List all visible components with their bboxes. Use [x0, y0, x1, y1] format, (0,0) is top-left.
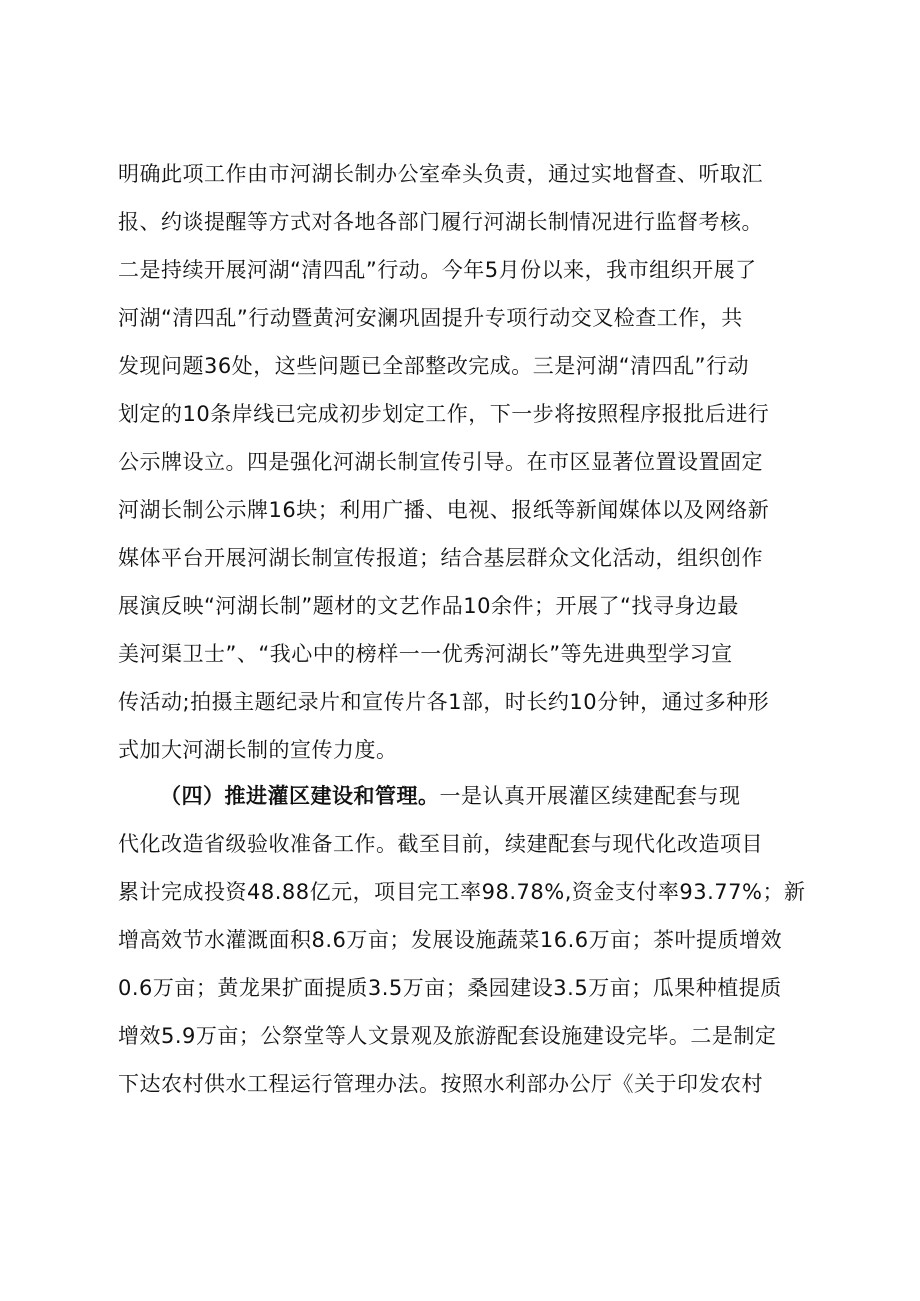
text-line: 划定的10条岸线已完成初步划定工作，下一步将按照程序报批后进行 [118, 402, 770, 426]
text-line: 二是持续开展河湖“清四乱”行动。今年5月份以来，我市组织开展了 [118, 258, 757, 282]
text-line: 累计完成投资48.88亿元，项目完工率98.78%,资金支付率93.77%；新 [118, 880, 806, 904]
section-heading: （四）推进灌区建设和管理。 [160, 784, 440, 808]
text-line: 媒体平台开展河湖长制宣传报道；结合基层群众文化活动，组织创作 [118, 546, 763, 570]
text-line: 增高效节水灌溉面积8.6万亩；发展设施蔬菜16.6万亩；茶叶提质增效 [118, 928, 783, 952]
text-span: 一是认真开展灌区续建配套与现 [439, 784, 741, 808]
text-line: 增效5.9万亩；公祭堂等人文景观及旅游配套设施建设完毕。二是制定 [118, 1024, 777, 1048]
text-line [160, 774, 820, 818]
text-line: 发现问题36处，这些问题已全部整改完成。三是河湖“清四乱”行动 [118, 354, 749, 378]
text-line: 展演反映“河湖长制”题材的文艺作品10余件；开展了“找寻身边最 [118, 594, 739, 618]
text-line: 河湖“清四乱”行动暨黄河安澜巩固提升专项行动交叉检查工作，共 [118, 306, 743, 330]
text-line: 明确此项工作由市河湖长制办公室牵头负责，通过实地督查、听取汇 [118, 162, 763, 186]
text-line: 美河渠卫士”、“我心中的榜样一一优秀河湖长”等先进典型学习宣 [118, 642, 733, 666]
text-line: 0.6万亩；黄龙果扩面提质3.5万亩；桑园建设3.5万亩；瓜果种植提质 [118, 976, 782, 1000]
text-line: 代化改造省级验收准备工作。截至目前，续建配套与现代化改造项目 [118, 832, 763, 856]
text-line: 河湖长制公示牌16块；利用广播、电视、报纸等新闻媒体以及网络新 [118, 498, 770, 522]
text-line: 公示牌设立。四是强化河湖长制宣传引导。在市区显著位置设置固定 [118, 450, 763, 474]
text-line: 报、约谈提醒等方式对各地各部门履行河湖长制情况进行监督考核。 [118, 210, 763, 234]
text-line: 式加大河湖长制的宣传力度。 [118, 738, 398, 762]
text-line: 下达农村供水工程运行管理办法。按照水利部办公厅《关于印发农村 [118, 1072, 763, 1096]
text-line: 传活动;拍摄主题纪录片和宣传片各1部，时长约10分钟，通过多种形 [118, 690, 770, 714]
